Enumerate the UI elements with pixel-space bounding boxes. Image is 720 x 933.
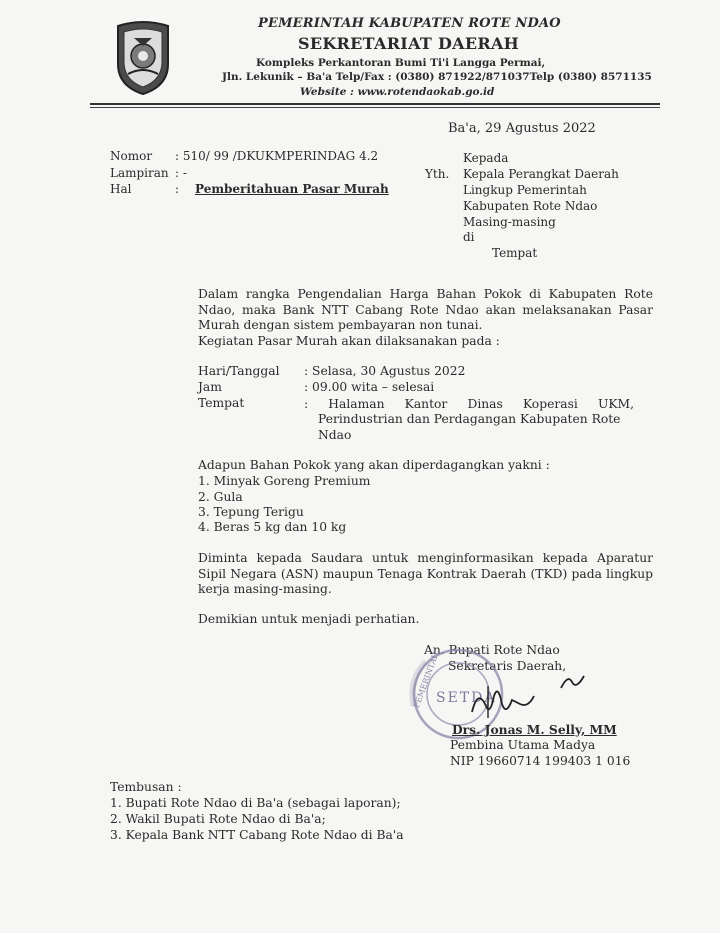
- list-item: 4. Beras 5 kg dan 10 kg: [198, 520, 347, 534]
- letterhead-government: PEMERINTAH KABUPATEN ROTE NDAO: [258, 16, 561, 31]
- items-intro: Adapun Bahan Pokok yang akan diperdagangkan yakni :: [198, 458, 550, 472]
- closing-text: Demikian untuk menjadi perhatian.: [198, 612, 420, 626]
- letterhead-divider: [90, 103, 660, 105]
- nomor-value: : 510/ 99 /DKUKMPERINDAG 4.2: [175, 149, 379, 163]
- letterhead-address: Jln. Lekunik – Ba'a Telp/Fax : (0380) 871922/871037Telp (0380) 8571135: [222, 71, 652, 83]
- lampiran-label: Lampiran: [110, 166, 169, 180]
- recipient-kepada: Kepada: [463, 151, 509, 165]
- tembusan-item: 1. Bupati Rote Ndao di Ba'a (sebagai laporan);: [110, 796, 401, 810]
- request-line: Sipil Negara (ASN) maupun Tenaga Kontrak Daerah (TKD) pada lingkup: [198, 567, 653, 581]
- recipient-yth: Yth.: [425, 167, 450, 181]
- schedule-value-cont: Ndao: [318, 428, 352, 442]
- letterhead-divider-thin: [90, 107, 660, 108]
- letterhead-complex: Kompleks Perkantoran Bumi Ti'i Langga Permai,: [256, 57, 546, 69]
- list-item: 2. Gula: [198, 490, 243, 504]
- list-item: 3. Tepung Terigu: [198, 505, 304, 519]
- schedule-label: Tempat: [198, 396, 245, 410]
- place-date: Ba'a, 29 Agustus 2022: [448, 121, 596, 136]
- handwritten-signature-icon: [468, 682, 538, 720]
- signature-role: Sekretaris Daerah,: [448, 659, 567, 673]
- tembusan-label: Tembusan :: [110, 780, 182, 794]
- regency-emblem-icon: [112, 20, 174, 96]
- schedule-value: : Selasa, 30 Agustus 2022: [304, 364, 466, 378]
- paraf-initial-icon: [558, 670, 588, 692]
- hal-subject: Pemberitahuan Pasar Murah: [195, 182, 389, 196]
- stamp-text: SETDA: [436, 690, 497, 706]
- recipient-di: di: [463, 230, 475, 244]
- hal-colon: :: [175, 182, 180, 196]
- nomor-label: Nomor: [110, 149, 153, 163]
- schedule-value: : 09.00 wita – selesai: [304, 380, 435, 394]
- recipient-line: Masing-masing: [463, 215, 556, 229]
- signature-on-behalf: An. Bupati Rote Ndao: [424, 643, 560, 657]
- body-intro-line: Murah dengan sistem pembayaran non tunai.: [198, 318, 483, 332]
- schedule-value: : Halaman Kantor Dinas Koperasi UKM,: [304, 397, 634, 411]
- tembusan-item: 2. Wakil Bupati Rote Ndao di Ba'a;: [110, 812, 326, 826]
- recipient-line: Kabupaten Rote Ndao: [463, 199, 598, 213]
- body-intro-line: Kegiatan Pasar Murah akan dilaksanakan pada :: [198, 334, 500, 348]
- letterhead-website: Website : www.rotendaokab.go.id: [300, 86, 495, 98]
- signatory-nip: NIP 19660714 199403 1 016: [450, 754, 631, 768]
- signatory-name: Drs. Jonas M. Selly, MM: [452, 722, 617, 737]
- body-intro-line: Ndao, maka Bank NTT Cabang Rote Ndao akan melaksanakan Pasar: [198, 303, 653, 317]
- schedule-label: Hari/Tanggal: [198, 364, 280, 378]
- signatory-rank: Pembina Utama Madya: [450, 738, 596, 752]
- schedule-label: Jam: [198, 380, 222, 394]
- list-item: 1. Minyak Goreng Premium: [198, 474, 371, 488]
- recipient-line: Kepala Perangkat Daerah: [463, 167, 619, 181]
- letterhead-office: SEKRETARIAT DAERAH: [298, 34, 520, 53]
- request-line: Diminta kepada Saudara untuk menginformasikan kepada Aparatur: [198, 551, 653, 565]
- body-intro-line: Dalam rangka Pengendalian Harga Bahan Pokok di Kabupaten Rote: [198, 287, 653, 301]
- recipient-tempat: Tempat: [492, 246, 538, 260]
- hal-label: Hal: [110, 182, 132, 196]
- recipient-line: Lingkup Pemerintah: [463, 183, 587, 197]
- stamp-ring-text: PEMERINTAH: [412, 650, 441, 710]
- schedule-value-cont: Perindustrian dan Perdagangan Kabupaten Rote: [318, 412, 621, 426]
- lampiran-value: : -: [175, 166, 187, 180]
- request-line: kerja masing-masing.: [198, 582, 332, 596]
- tembusan-item: 3. Kepala Bank NTT Cabang Rote Ndao di Ba'a: [110, 828, 404, 842]
